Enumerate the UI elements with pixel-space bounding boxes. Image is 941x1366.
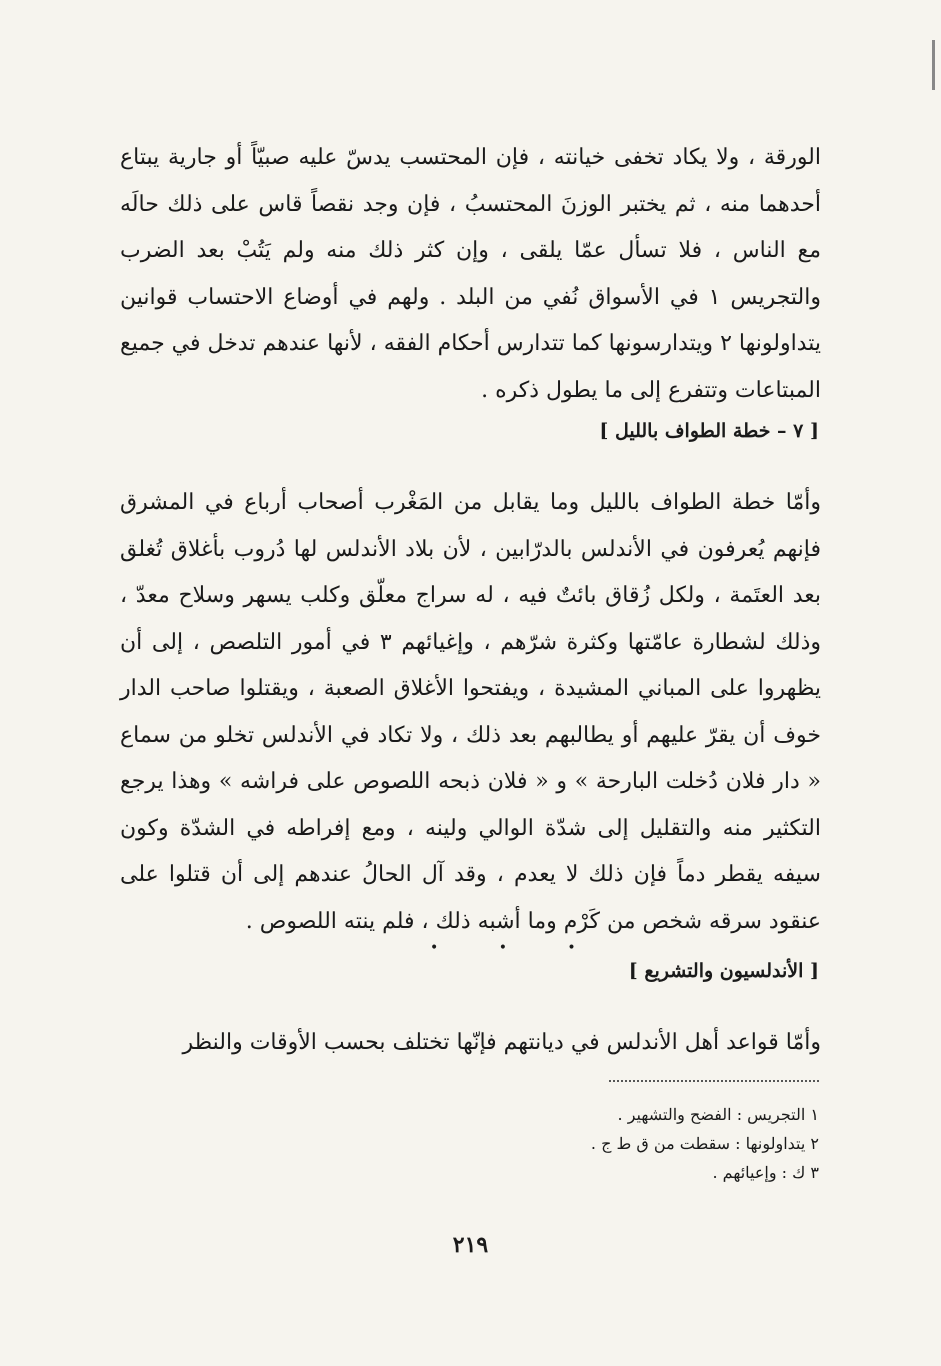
paragraph-2: وأمّا خطة الطواف بالليل وما يقابل من المَغْرب أصحاب أرباع في المشرق فإنهم يُعرفون في الأندلس بالدرّابين ، لأن بلاد الأندلس لها دُروب بأغلاق تُغلق بعد العتَمة ، ولكل زُقاق بائتٌ فيه ، له سراج معلّق وكلب يسهر وسلاح معدّ ، وذلك لشطارة عامّتها وكثرة شرّهم ، وإغيائهم ٣ في أمور التلصص ، إلى أن يظهروا على المباني المشيدة ، ويفتحوا الأغلاق الصعبة ، ويقتلوا صاحب الدار خوف أن يقرّ عليهم أو يطالبهم بعد ذلك ، ولا تكاد في الأندلس تخلو من سماع « دار فلان دُخلت البارحة » و « فلان ذبحه اللصوص على فراشه » وهذا يرجع التكثير منه والتقليل إلى شدّة الوالي ولينه ، ومع إفراطه في الشدّة وكون سيفه يقطر دماً فإن ذلك لا يعدم ، وقد آل الحالُ عندهم إلى أن قتلوا على عنقود سرقه شخص من كَرْم وما أشبه ذلك ، فلم ينته اللصوص . [120, 490, 821, 934]
page-number: ٢١٩ [452, 1232, 489, 1258]
section-heading-night-patrol: [ ٧ – خطة الطواف بالليل ] [599, 420, 819, 442]
paragraph-3: وأمّا قواعد أهل الأندلس في ديانتهم فإنّها تختلف بحسب الأوقات والنظر [182, 1030, 821, 1055]
footnote-3: ٣ ك : وإعيائهم . [712, 1163, 819, 1182]
footnote-2: ٢ يتداولونها : سقطت من ق ط ج . [590, 1134, 819, 1153]
paragraph-1: الورقة ، ولا يكاد تخفى خيانته ، فإن المحتسب يدسّ عليه صبيّاً أو جارية يبتاع أحدهما منه ، ثم يختبر الوزنَ المحتسبُ ، فإن وجد نقصاً قاس على ذلك حالَه مع الناس ، فلا تسأل عمّا يلقى ، وإن كثر ذلك منه ولم يَتُبْ بعد الضرب والتجريس ١ في الأسواق نُفي من البلد . ولهم في أوضاع الاحتساب قوانين يتداولونها ٢ ويتدارسونها كما تتدارس أحكام الفقه ، لأنها عندهم تدخل في جميع المبتاعات وتتفرع إلى ما يطول ذكره . [120, 145, 821, 403]
section-heading-legislation: [ الأندلسيون والتشريع ] [628, 960, 819, 982]
section-separator: • • • [430, 940, 604, 956]
footnote-1: ١ التجريس : الفضح والتشهير . [617, 1105, 819, 1124]
scan-edge-mark [932, 40, 935, 90]
footnotes [591, 1100, 819, 1187]
footnote-divider [609, 1080, 819, 1082]
